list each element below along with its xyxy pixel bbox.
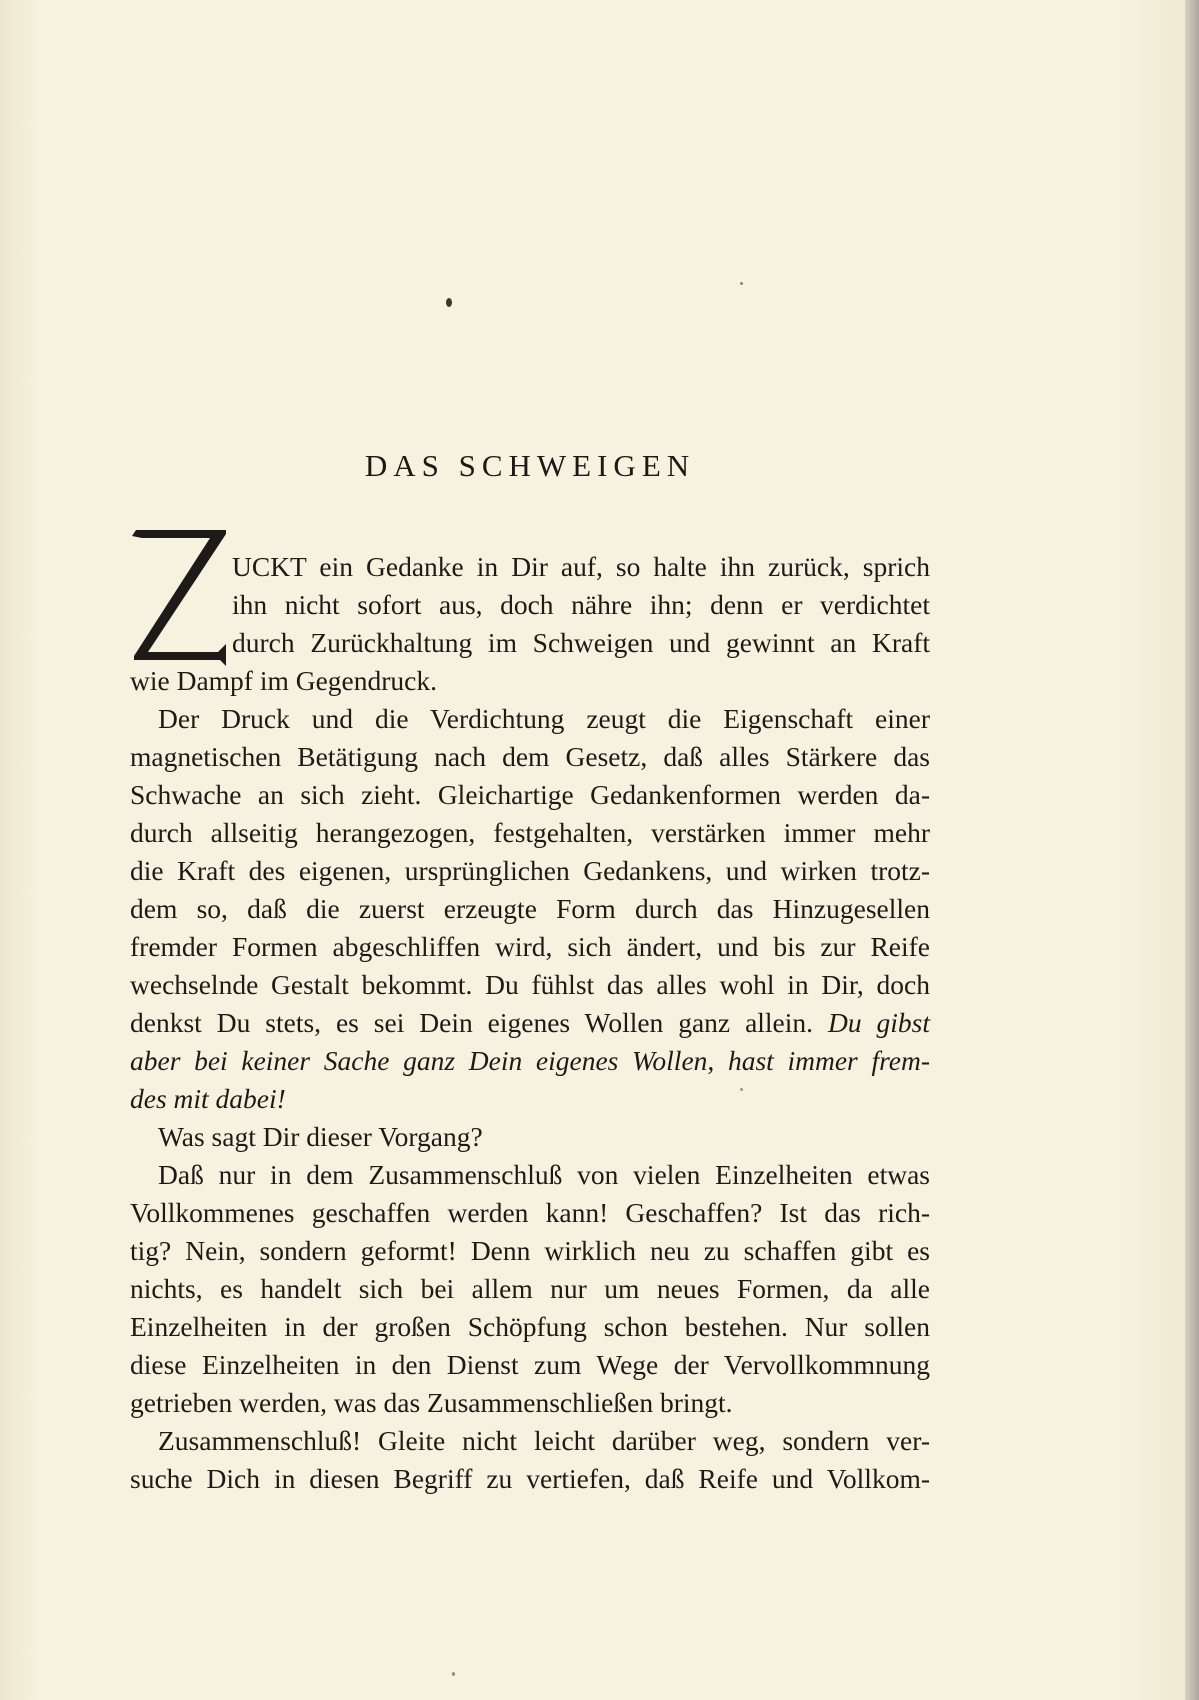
text-line: aber bei keiner Sache ganz Dein eigenes Wollen, hast immer frem- xyxy=(130,1045,930,1076)
drop-cap-z-icon xyxy=(130,528,230,668)
text-line: Der Druck und die Verdichtung zeugt die Eigenschaft einer xyxy=(158,703,930,734)
text-line: ihn nicht sofort aus, doch nähre ihn; denn er verdichtet xyxy=(232,589,930,620)
text-line: des mit dabei! xyxy=(130,1083,286,1114)
text-line: die Kraft des eigenen, ursprünglichen Gedankens, und wirken trotz- xyxy=(130,855,930,886)
text-line: nichts, es handelt sich bei allem nur um neues Formen, da alle xyxy=(130,1273,930,1304)
opening-lines xyxy=(232,548,930,662)
text-line: getrieben werden, was das Zusammenschließen bringt. xyxy=(130,1387,733,1418)
italic-fragment: Du gibst xyxy=(827,1007,930,1038)
text-line: durch Zurückhaltung im Schweigen und gewinnt an Kraft xyxy=(232,627,930,658)
text-line: wie Dampf im Gegendruck. xyxy=(130,665,437,696)
text-fragment: denkst Du stets, es sei Dein eigenes Wollen ganz allein. xyxy=(130,1007,814,1038)
body-text xyxy=(130,662,930,1498)
text-line: fremder Formen abgeschliffen wird, sich ändert, und bis zur Reife xyxy=(130,931,930,962)
text-line: Daß nur in dem Zusammenschluß von vielen Einzelheiten etwas xyxy=(158,1159,930,1190)
text-line: diese Einzelheiten in den Dienst zum Wege der Vervollkommnung xyxy=(130,1349,930,1380)
text-line: suche Dich in diesen Begriff zu vertiefen, daß Reife und Vollkom- xyxy=(130,1463,930,1494)
page-edge xyxy=(1185,0,1199,1700)
text-line: Zusammenschluß! Gleite nicht leicht darüber weg, sondern ver- xyxy=(158,1425,930,1456)
text-line: Was sagt Dir dieser Vorgang? xyxy=(158,1121,483,1152)
text-line: durch allseitig herangezogen, festgehalten, verstärken immer mehr xyxy=(130,817,930,848)
ink-speck xyxy=(740,282,743,285)
text-line: tig? Nein, sondern geformt! Denn wirklich neu zu schaffen gibt es xyxy=(130,1235,930,1266)
text-line: Schwache an sich zieht. Gleichartige Gedankenformen werden da- xyxy=(130,779,930,810)
text-line: dem so, daß die zuerst erzeugte Form durch das Hinzugesellen xyxy=(130,893,930,924)
text-line: Einzelheiten in der großen Schöpfung schon bestehen. Nur sollen xyxy=(130,1311,930,1342)
ink-speck xyxy=(452,1672,455,1676)
text-line: UCKT ein Gedanke in Dir auf, so halte ihn zurück, sprich xyxy=(232,551,930,582)
chapter-title: DAS SCHWEIGEN xyxy=(364,448,696,483)
text-line: Vollkommenes geschaffen werden kann! Geschaffen? Ist das rich- xyxy=(130,1197,930,1228)
text-line: magnetischen Betätigung nach dem Gesetz, daß alles Stärkere das xyxy=(130,741,930,772)
ink-speck xyxy=(446,298,452,307)
text-line: wechselnde Gestalt bekommt. Du fühlst das alles wohl in Dir, doch xyxy=(130,969,930,1000)
drop-cap xyxy=(130,528,230,668)
text-line xyxy=(130,1004,930,1042)
